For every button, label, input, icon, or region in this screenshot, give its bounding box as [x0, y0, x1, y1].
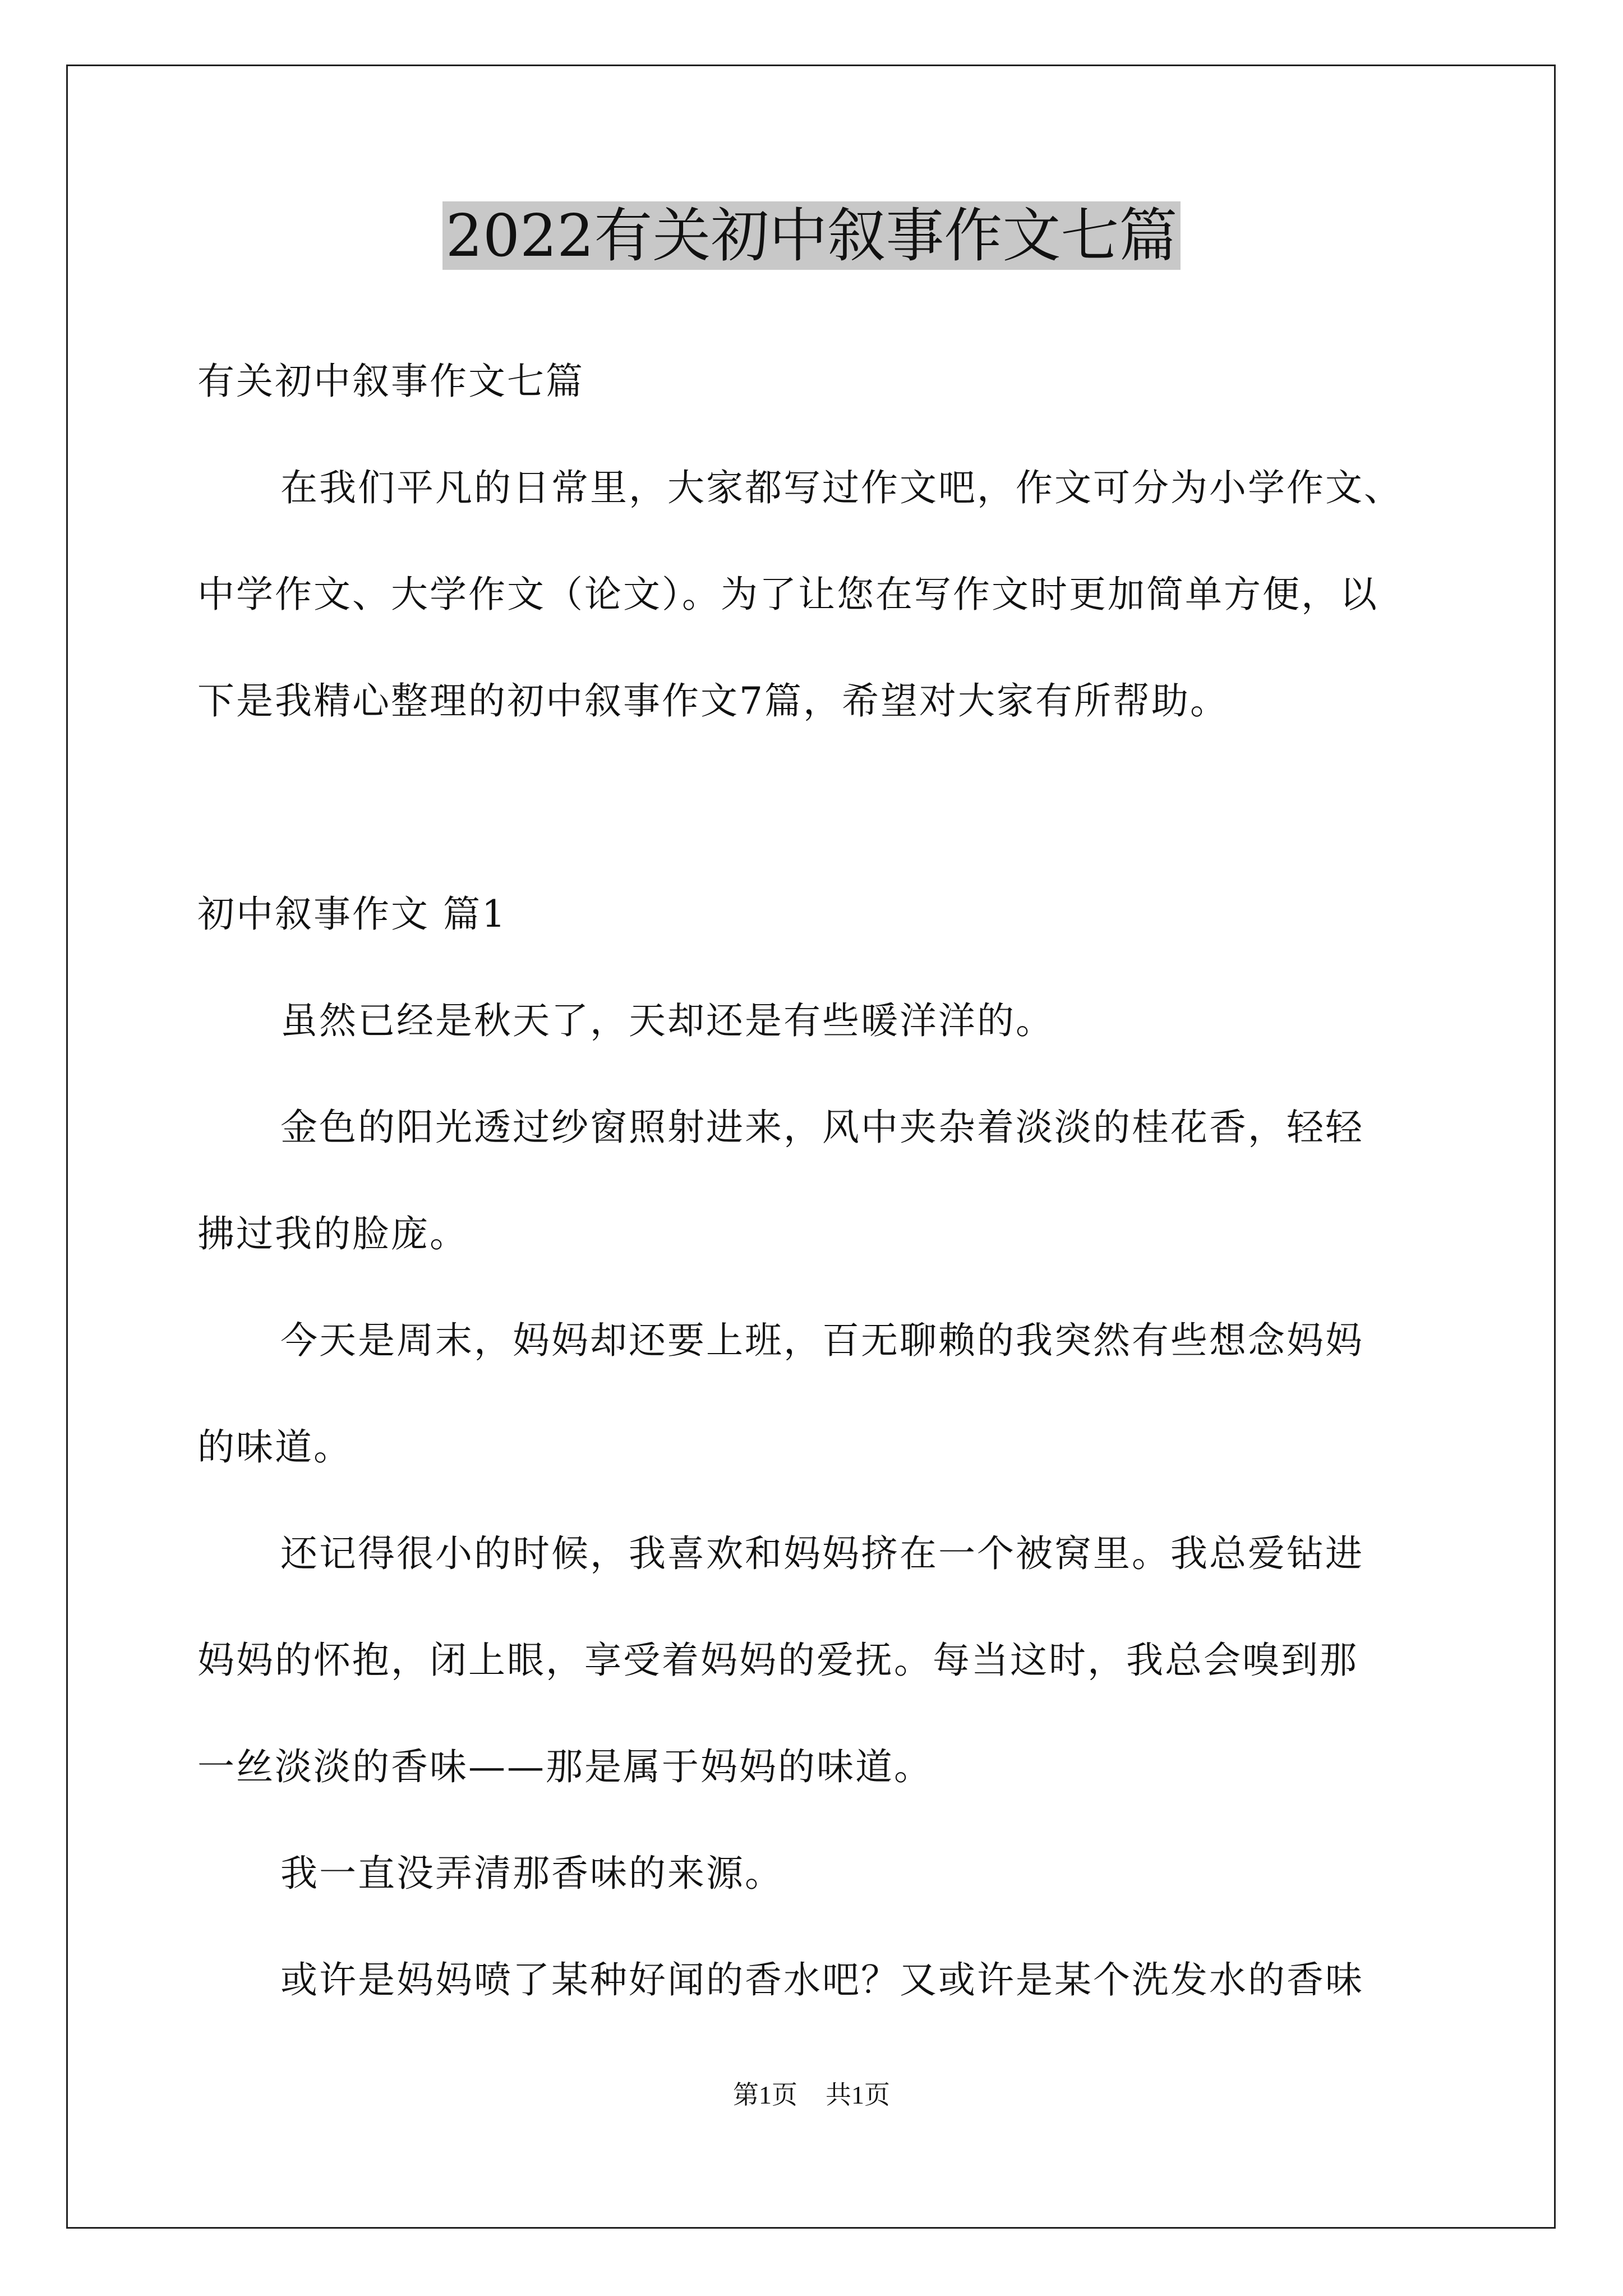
- intro-line: 下是我精心整理的初中叙事作文7篇，希望对大家有所帮助。: [197, 679, 1229, 723]
- body-line: 今天是周末，妈妈却还要上班，百无聊赖的我突然有些想念妈妈: [280, 1319, 1364, 1362]
- intro-line: 在我们平凡的日常里，大家都写过作文吧，作文可分为小学作文、: [280, 466, 1403, 509]
- title-text: 2022有关初中叙事作文七篇: [442, 201, 1181, 270]
- body-line: 或许是妈妈喷了某种好闻的香水吧？又或许是某个洗发水的香味: [280, 1958, 1364, 2001]
- body-line: 的味道。: [197, 1425, 352, 1469]
- page-total: 共1页: [826, 2081, 890, 2109]
- subtitle: 有关初中叙事作文七篇: [197, 360, 584, 403]
- body-line: 妈妈的怀抱，闭上眼，享受着妈妈的爱抚。每当这时，我总会嗅到那: [197, 1639, 1358, 1682]
- body-line: 拂过我的脸庞。: [197, 1212, 468, 1255]
- body-line: 金色的阳光透过纱窗照射进来，风中夹杂着淡淡的桂花香，轻轻: [280, 1106, 1364, 1149]
- body-line: 一丝淡淡的香味——那是属于妈妈的味道。: [197, 1745, 933, 1788]
- page-footer: [0, 2078, 1623, 2112]
- body-line: 我一直没弄清那香味的来源。: [280, 1852, 783, 1895]
- body-line: 还记得很小的时候，我喜欢和妈妈挤在一个被窝里。我总爱钻进: [280, 1532, 1364, 1575]
- section-heading: 初中叙事作文 篇1: [197, 892, 507, 936]
- page-number: 第1页: [733, 2081, 797, 2109]
- body-line: 虽然已经是秋天了，天却还是有些暖洋洋的。: [280, 999, 1054, 1042]
- intro-line: 中学作文、大学作文（论文）。为了让您在写作文时更加简单方便，以: [197, 573, 1378, 616]
- document-title: [0, 199, 1623, 272]
